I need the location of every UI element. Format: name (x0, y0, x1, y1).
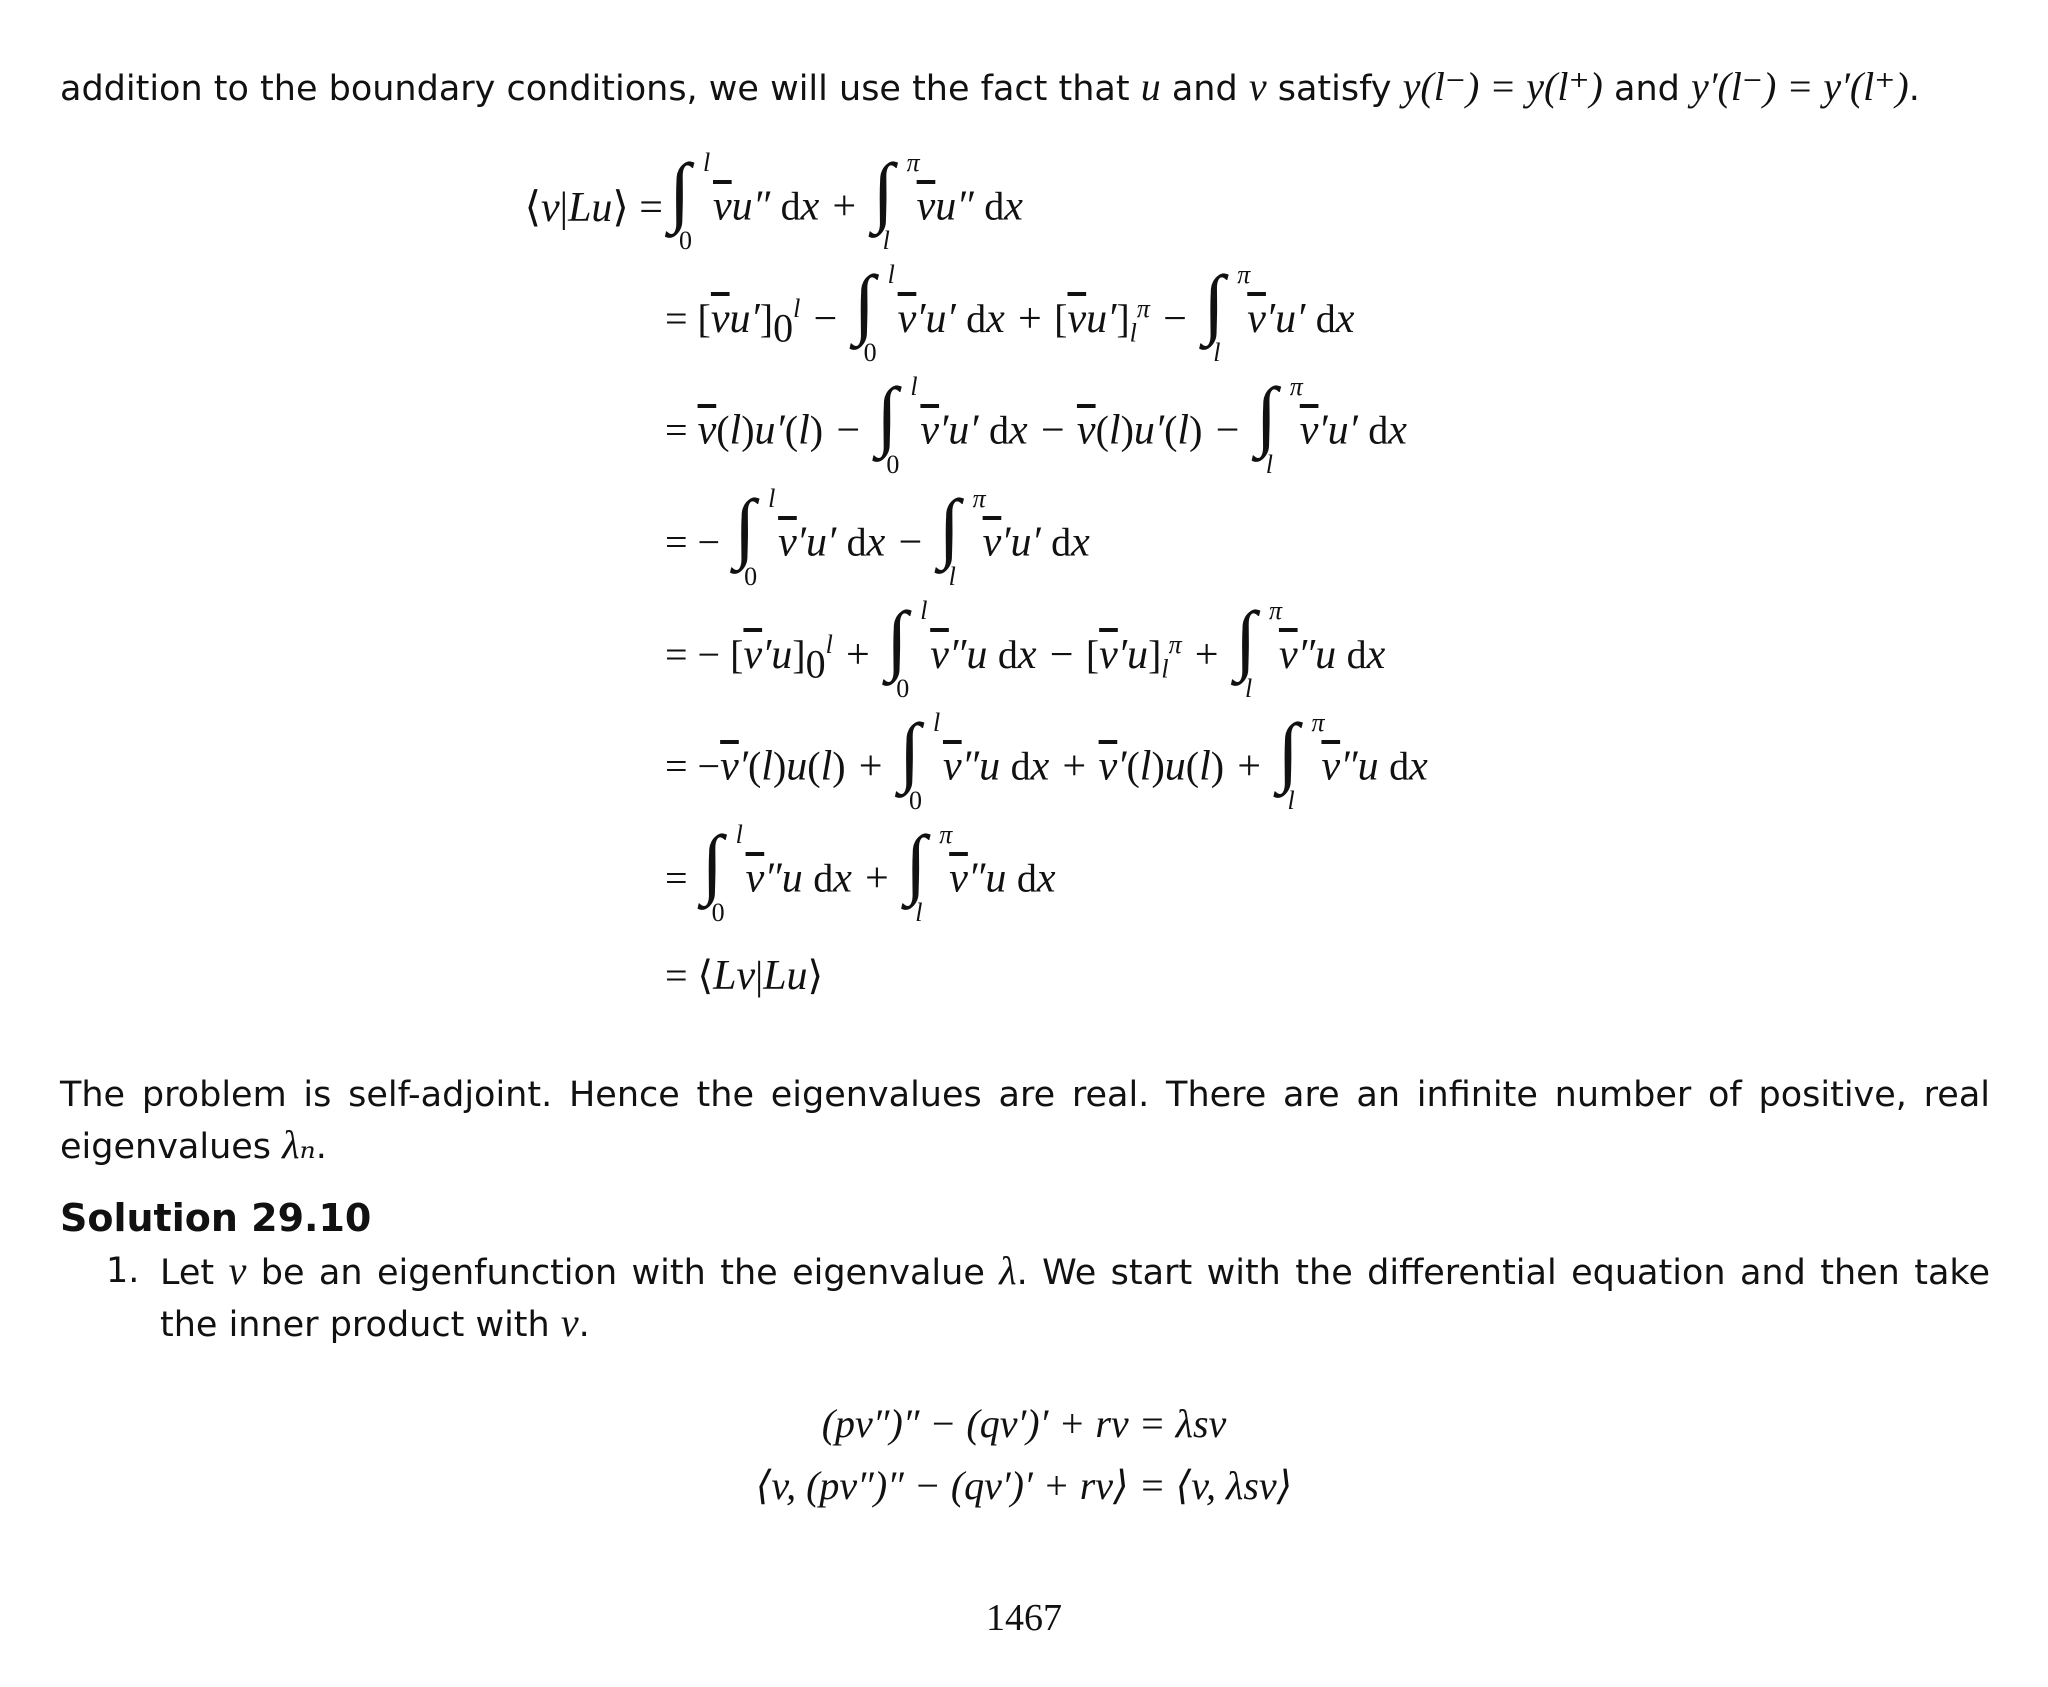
equation-lhs: ⟨v|Lu⟩ = (524, 185, 663, 231)
differential-equation: (pv″)″ − (qv′)′ + rv = λsv (821, 1401, 1227, 1446)
equation-rhs: = ⟨Lv|Lu⟩ (665, 953, 824, 999)
var-v: v (560, 1300, 579, 1345)
intro-and-2: and (1602, 69, 1691, 109)
equation-line-7 (0, 819, 2048, 942)
list-item-number: 1. (106, 1251, 140, 1291)
self-adjoint-end: . (315, 1127, 327, 1167)
list-item-text (160, 1246, 1990, 1350)
equation-rhs: = ∫ l 0 $\overline{v}''u$ dx + ∫ π l $\overline{v}''u$ dx (665, 819, 1056, 927)
equation-rhs: = − $[\overline{v}'u]_0^l$ + ∫ l 0 $\overline{v}''u$ dx − $[\overline{v}'u]_l^\pi$ + ∫ π l $\overline{v}''u$ dx (665, 595, 1386, 704)
equation-line-6 (0, 707, 2048, 830)
continuity-condition-2: y′(l⁻) = y′(l⁺) (1690, 64, 1909, 109)
equation-rhs: = − ∫ l 0 $\overline{v}'u'$ dx − ∫ π l $\overline{v}'u'$ dx (665, 483, 1090, 591)
equation-rhs: = $[\overline{v}u']_0^l$ − ∫ l 0 $\overline{v}'u'$ dx + $[\overline{v}u']_l^\pi$ − ∫ π l $\overline{v}'u'$ dx (665, 259, 1355, 368)
continuity-condition-1: y(l⁻) = y(l⁺) (1402, 64, 1603, 109)
equation-rhs: ∫ l 0 $\overline{v}u''$ dx + ∫ π l $\overline{v}u''$ dx (669, 147, 1023, 255)
page-number: 1467 (986, 1597, 1062, 1639)
var-lambda: λ (999, 1248, 1017, 1293)
intro-text-2: satisfy (1266, 69, 1403, 109)
item-end: . (578, 1305, 590, 1345)
intro-end: . (1908, 69, 1920, 109)
equation-line-2 (0, 259, 2048, 382)
intro-text-1: addition to the boundary conditions, we will use the fact that (60, 69, 1141, 109)
solution-heading: Solution 29.10 (60, 1196, 372, 1240)
self-adjoint-paragraph (60, 1070, 1990, 1172)
var-v: v (228, 1248, 247, 1293)
item-text-3: . We start with the differential equation and then take the inner product with (160, 1253, 1990, 1345)
var-u: u (1140, 64, 1161, 109)
equation-line-8 (0, 930, 2048, 1040)
item-text-2: be an eigenfunction with the eigenvalue (246, 1253, 1000, 1293)
equation-rhs: = $\overline{v}(l)u'(l)$ − ∫ l 0 $\overline{v}'u'$ dx − $\overline{v}(l)u'(l)$ − ∫ π l $\overline{v}'u'$ dx (665, 371, 1407, 479)
var-v: v (1248, 64, 1267, 109)
intro-and: and (1160, 69, 1249, 109)
equation-line-4 (0, 483, 2048, 606)
self-adjoint-text: The problem is self-adjoint. Hence the eigenvalues are real. There are an infinite number of positive, real eigenvalues (60, 1075, 1990, 1167)
equation-line-5 (0, 595, 2048, 718)
equation-line-1 (0, 147, 2048, 270)
inner-product-equation: ⟨v, (pv″)″ − (qv′)′ + rv⟩ = ⟨v, λsv⟩ (755, 1463, 1293, 1508)
equation-rhs: = $-\overline{v}'(l)u(l)$ + ∫ l 0 $\overline{v}''u$ dx + $\overline{v}'(l)u(l)$ + ∫ π l $\overline{v}''u$ dx (665, 707, 1428, 815)
equation-line-3 (0, 371, 2048, 494)
item-text-1: Let (160, 1253, 229, 1293)
lambda-n: λₙ (282, 1122, 316, 1167)
intro-paragraph (60, 62, 1990, 114)
list-item (106, 1246, 1990, 1350)
